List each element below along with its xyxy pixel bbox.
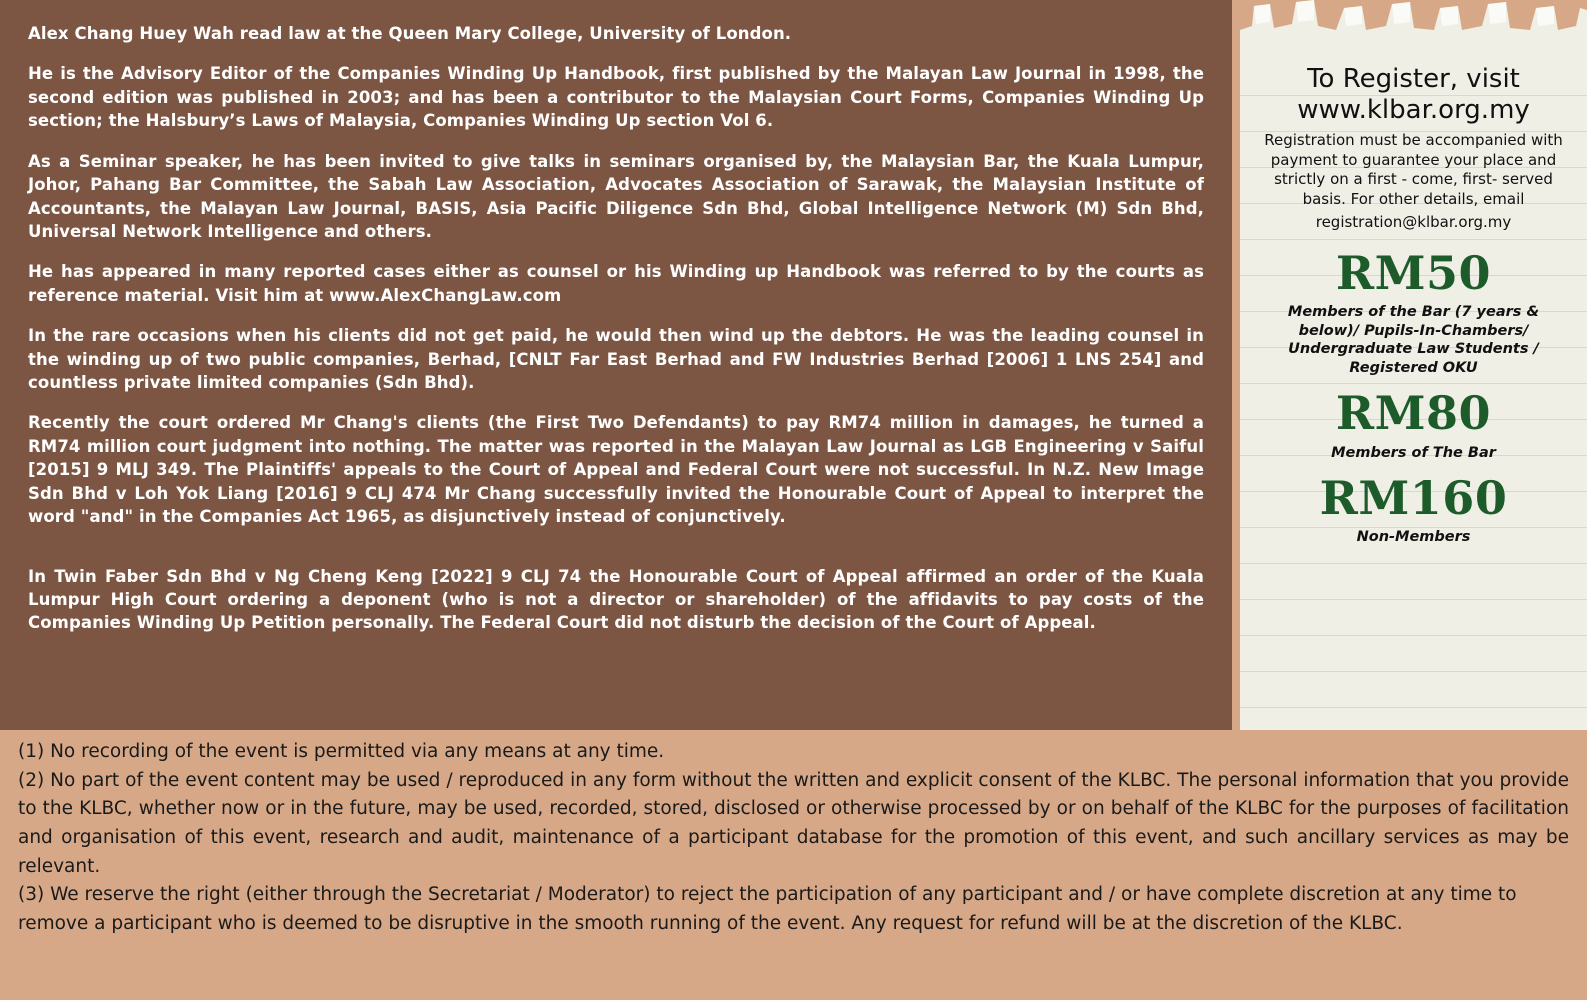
bio-paragraph-2: He is the Advisory Editor of the Companies Winding Up Handbook, first published by the Malayan Law Journal in 1998, the second edition was published in 2003; and has been a contributor to the Malaysian Court Forms, Companies Winding Up section; the Halsbury’s Laws of Malaysia, Companies Winding Up section Vol 6. bbox=[28, 64, 1204, 131]
price-tier-3-amount: RM160 bbox=[1319, 471, 1508, 526]
bio-paragraph-1: Alex Chang Huey Wah read law at the Queen Mary College, University of London. bbox=[28, 24, 792, 43]
bio-paragraph-3: As a Seminar speaker, he has been invited to give talks in seminars organised by, the Malaysian Bar, the Kuala Lumpur, Johor, Pahang Bar Committee, the Sabah Law Association, Advocates Association of Sarawak, the Malaysian Institute of Accountants, the Malayan Law Journal, BASIS, Asia Pacific Diligence Sdn Bhd, Global Intelligence Network (M) Sdn Bhd, Universal Network Intelligence and others. bbox=[28, 151, 1204, 241]
price-tier-2-description: Members of The Bar bbox=[1331, 444, 1496, 461]
bio-paragraph-4: He has appeared in many reported cases either as counsel or his Winding up Handbook was referred to by the courts as reference material. Visit him at www.AlexChangLaw.com bbox=[28, 262, 1204, 305]
price-tier-1-amount: RM50 bbox=[1335, 245, 1492, 300]
bio-paragraph-7: In Twin Faber Sdn Bhd v Ng Cheng Keng [2022] 9 CLJ 74 the Honourable Court of Appeal affirmed an order of the Kuala Lumpur High Court ordering a deponent (who is not a director or shareholder) of the affidavits to pay costs of the Companies Winding Up Petition personally. The Federal Court did not disturb the decision of the Court of Appeal. bbox=[28, 566, 1204, 633]
price-tier-1-description: Members of the Bar (7 years & below)/ Pupils-In-Chambers/ Undergraduate Law Students / Registered OKU bbox=[1287, 304, 1540, 376]
term-item-1: (1) No recording of the event is permitted via any means at any time. bbox=[18, 741, 665, 762]
registration-email[interactable]: registration@klbar.org.my bbox=[1315, 213, 1512, 232]
torn-paper-edge-icon bbox=[1240, 0, 1587, 56]
terms-and-conditions bbox=[0, 730, 1587, 1000]
registration-note: Registration must be accompanied with payment to guarantee your place and strictly on a first - come, first- served basis. For other details, email bbox=[1264, 131, 1563, 208]
registration-card bbox=[1240, 0, 1587, 730]
price-tier-2-amount: RM80 bbox=[1335, 386, 1492, 441]
term-item-3: (3) We reserve the right (either through the Secretariat / Moderator) to reject the participation of any participant and / or have complete discretion at any time to remove a participant who is deemed to be disruptive in the smooth running of the event. Any request for refund will be at the discretion of the KLBC. bbox=[18, 884, 1517, 935]
registration-content bbox=[1240, 56, 1587, 549]
register-heading: To Register, visit www.klbar.org.my bbox=[1297, 64, 1530, 125]
term-item-2: (2) No part of the event content may be used / reproduced in any form without the written and explicit consent of the KLBC. The personal information that you provide to the KLBC, whether now or in the future, may be used, recorded, stored, disclosed or otherwise processed by or on behalf of the KLBC for the purposes of facilitation and organisation of this event, research and audit, maintenance of a participant database for the promotion of this event, and such ancillary services as may be relevant. bbox=[18, 769, 1569, 877]
bio-paragraph-6: Recently the court ordered Mr Chang's clients (the First Two Defendants) to pay RM74 million in damages, he turned a RM74 million court judgment into nothing. The matter was reported in the Malayan Law Journal as LGB Engineering v Saiful [2015] 9 MLJ 349. The Plaintiffs' appeals to the Court of Appeal and Federal Court were not successful. In N.Z. New Image Sdn Bhd v Loh Yok Liang [2016] 9 CLJ 474 Mr Chang successfully invited the Honourable Court of Appeal to interpret the word "and" in the Companies Act 1965, as disjunctively instead of conjunctively. bbox=[28, 413, 1204, 527]
price-tier-3-description: Non-Members bbox=[1356, 529, 1471, 546]
bio-paragraph-5: In the rare occasions when his clients did not get paid, he would then wind up the debtors. He was the leading counsel in the winding up of two public companies, Berhad, [CNLT Far East Berhad and FW Industries Berhad [2006] 1 LNS 254] and countless private limited companies (Sdn Bhd). bbox=[28, 326, 1204, 393]
